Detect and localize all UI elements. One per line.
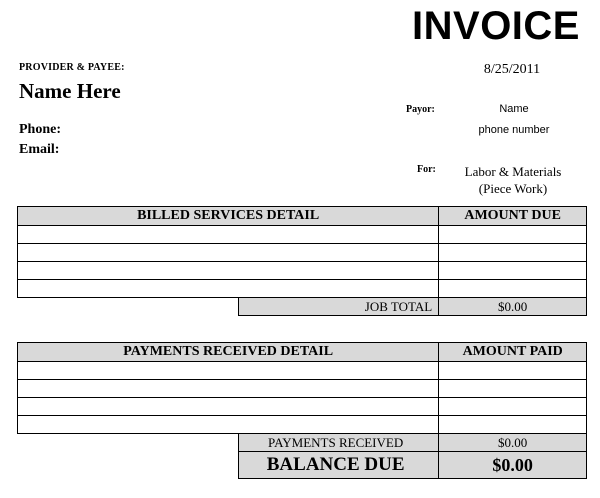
table-row[interactable] [18,244,587,262]
amount-due-cell[interactable] [439,262,587,280]
payment-detail-cell[interactable] [18,416,439,434]
amount-paid-cell[interactable] [439,362,587,380]
payments-received-value: $0.00 [439,434,587,452]
email-label: Email: [19,142,60,157]
balance-due-label: BALANCE DUE [238,452,438,479]
table-row[interactable] [18,362,587,380]
amount-due-cell[interactable] [439,226,587,244]
spacer [18,452,239,479]
billed-detail-header: BILLED SERVICES DETAIL [18,207,439,226]
amount-paid-header: AMOUNT PAID [439,343,587,362]
amount-paid-cell[interactable] [439,416,587,434]
invoice-title: INVOICE [412,4,580,48]
billed-detail-cell[interactable] [18,280,439,298]
for-description [443,163,583,197]
payor-label: Payor: [406,104,435,115]
spacer [18,298,239,316]
amount-paid-cell[interactable] [439,380,587,398]
table-row[interactable] [18,380,587,398]
phone-label: Phone: [19,122,61,137]
billed-detail-cell[interactable] [18,244,439,262]
amount-due-cell[interactable] [439,244,587,262]
invoice-date: 8/25/2011 [483,62,541,77]
billed-services-table [17,206,587,316]
table-row[interactable] [18,398,587,416]
payments-received-table [17,342,587,479]
balance-due-value: $0.00 [439,452,587,479]
payment-detail-cell[interactable] [18,362,439,380]
for-label: For: [417,164,436,175]
payment-detail-cell[interactable] [18,380,439,398]
for-line-2: (Piece Work) [478,181,548,196]
billed-detail-cell[interactable] [18,262,439,280]
table-row[interactable] [18,280,587,298]
job-total-label: JOB TOTAL [239,298,439,316]
spacer [18,434,239,452]
payor-name: Name [499,103,529,115]
amount-paid-cell[interactable] [439,398,587,416]
table-row[interactable] [18,226,587,244]
billed-detail-cell[interactable] [18,226,439,244]
for-line-1: Labor & Materials [464,164,562,179]
payments-received-label: PAYMENTS RECEIVED [238,434,438,452]
table-row[interactable] [18,262,587,280]
job-total-value: $0.00 [439,298,587,316]
amount-due-cell[interactable] [439,280,587,298]
provider-label: PROVIDER & PAYEE: [19,62,125,73]
payor-phone: phone number [478,124,550,136]
payment-detail-cell[interactable] [18,398,439,416]
payments-detail-header: PAYMENTS RECEIVED DETAIL [18,343,439,362]
provider-name: Name Here [19,79,121,103]
amount-due-header: AMOUNT DUE [439,207,587,226]
table-row[interactable] [18,416,587,434]
